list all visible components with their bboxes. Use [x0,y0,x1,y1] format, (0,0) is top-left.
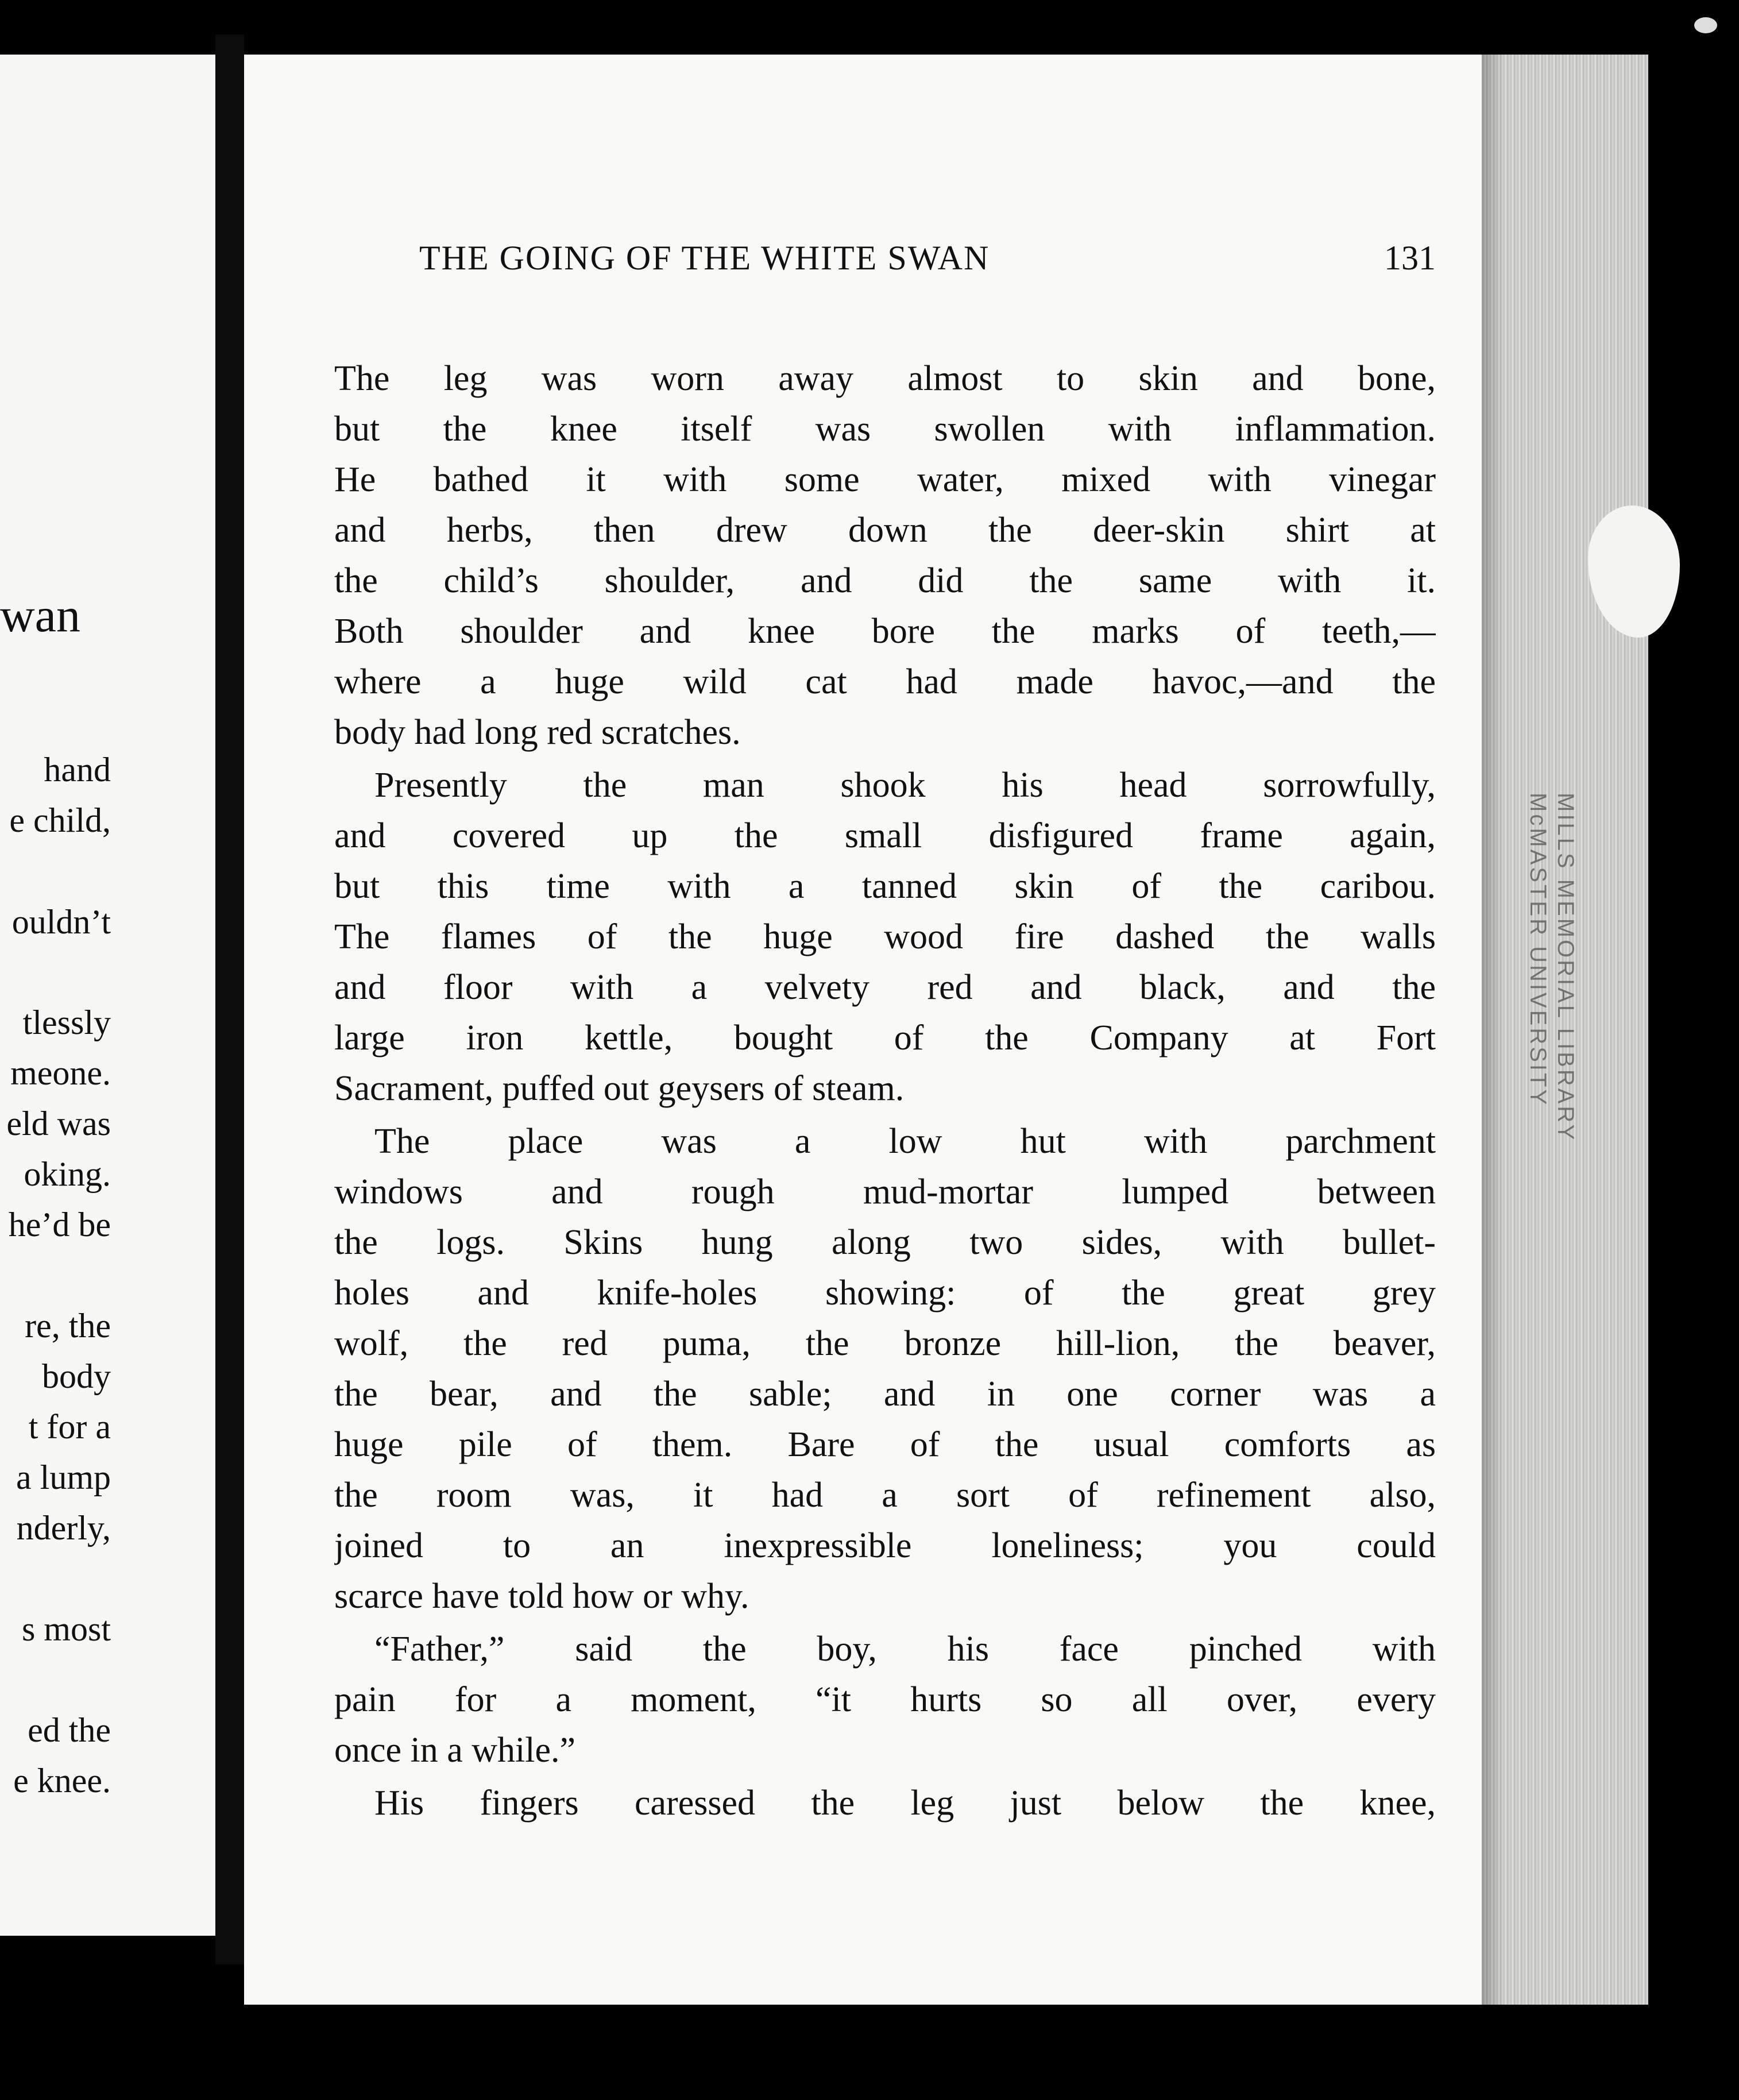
running-head [419,238,1436,284]
body-text [334,353,1436,1828]
text-line: but the knee itself was swollen with inflammation. [334,410,1436,449]
library-stamp-line: MILLS MEMORIAL LIBRARY [1553,793,1578,1142]
text-line: and covered up the small disfigured frame again, [334,816,1436,855]
page [244,55,1482,2005]
text-line: The leg was worn away almost to skin and bone, [334,359,1436,398]
library-stamp-line: McMASTER UNIVERSITY [1525,793,1551,1107]
previous-page-line: tlessly [22,1003,111,1041]
previous-page-line: hand [44,751,111,789]
text-line: The place was a low hut with parchment [374,1122,1436,1161]
previous-page-title-fragment: wan [0,589,80,642]
text-line: “Father,” said the boy, his face pinched with [374,1630,1436,1669]
text-line: pain for a moment, “it hurts so all over, every [334,1680,1436,1719]
previous-page-line: eld was [6,1105,111,1142]
text-line: wolf, the red puma, the bronze hill-lion, the beaver, [334,1324,1436,1363]
previous-page-line: body [42,1357,111,1395]
text-line: Both shoulder and knee bore the marks of teeth,— [334,612,1436,651]
previous-page-fragment [0,55,215,1936]
text-line: once in a while.” [334,1731,576,1770]
text-line: and herbs, then drew down the deer-skin shirt at [334,511,1436,550]
text-line: holes and knife-holes showing: of the great grey [334,1273,1436,1312]
book-gutter [215,34,244,1964]
text-line: Presently the man shook his head sorrowfully, [374,766,1436,805]
text-line: the logs. Skins hung along two sides, with bullet- [334,1223,1436,1262]
previous-page-line: e knee. [13,1762,111,1800]
previous-page-line: re, the [25,1307,111,1345]
previous-page-line: he’d be [8,1206,111,1244]
previous-page-line: meone. [10,1054,111,1092]
text-line: the room was, it had a sort of refinement also, [334,1476,1436,1515]
scan-speck [1694,17,1717,33]
text-line: where a huge wild cat had made havoc,—and the [334,662,1436,701]
previous-page-line: s most [21,1610,111,1648]
text-line: and floor with a velvety red and black, and the [334,968,1436,1007]
text-line: scarce have told how or why. [334,1577,749,1616]
running-title: THE GOING OF THE WHITE SWAN [419,239,990,277]
previous-page-line: ed the [28,1711,111,1749]
text-line: Sacrament, puffed out geysers of steam. [334,1069,905,1108]
library-stamp [1516,793,1579,1298]
previous-page-line: t for a [28,1408,111,1446]
edge-shadow [1482,55,1505,2005]
previous-page-line: a lump [16,1458,111,1496]
text-line: the bear, and the sable; and in one corner was a [334,1375,1436,1414]
library-stamp-text [1524,793,1579,1142]
text-line: The flames of the huge wood fire dashed the walls [334,917,1436,956]
text-line: body had long red scratches. [334,713,741,752]
text-line: but this time with a tanned skin of the caribou. [334,867,1436,906]
page-number: 131 [1384,239,1436,277]
previous-page-line: e child, [9,801,111,839]
text-line: large iron kettle, bought of the Company at Fort [334,1018,1436,1057]
text-line: joined to an inexpressible loneliness; you could [334,1526,1436,1565]
previous-page-line: ouldn’t [11,903,111,941]
previous-page-line: nderly, [16,1509,111,1547]
previous-page-line: oking. [24,1155,111,1193]
text-line: the child’s shoulder, and did the same with it. [334,561,1436,600]
text-line: windows and rough mud-mortar lumped between [334,1172,1436,1211]
text-line: He bathed it with some water, mixed with vinegar [334,460,1436,499]
text-line: His fingers caressed the leg just below the knee, [374,1784,1436,1823]
text-line: huge pile of them. Bare of the usual comforts as [334,1425,1436,1464]
